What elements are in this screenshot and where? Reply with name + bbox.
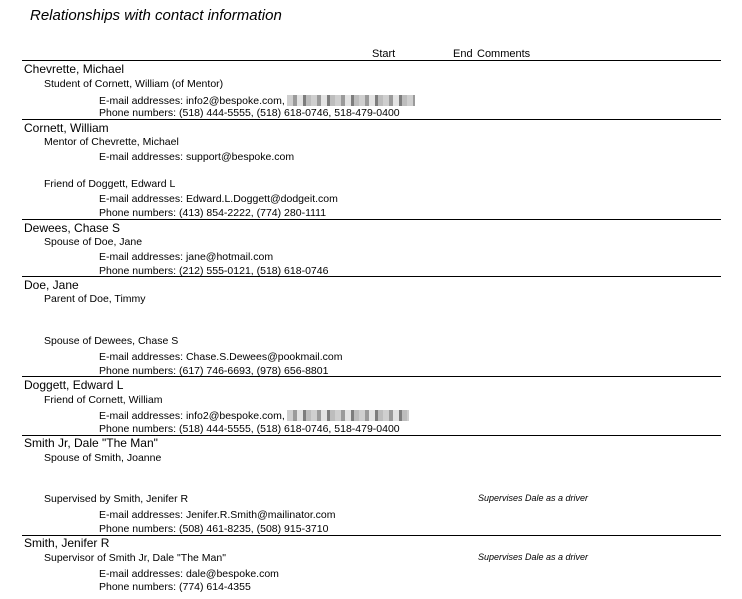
email-row [99,352,343,363]
person-name: Chevrette, Michael [24,62,125,76]
email-label: E-mail addresses: [99,351,184,363]
person-divider [22,376,721,377]
phone-row [99,266,328,277]
phone-label: Phone numbers: [99,423,177,435]
email-label: E-mail addresses: [99,193,184,205]
report-title: Relationships with contact information [30,7,282,24]
relationship-label: Friend of Cornett, William [44,394,163,406]
phone-row [99,208,326,219]
email-row [99,252,273,263]
email-label: E-mail addresses: [99,410,184,422]
phone-value: (413) 854-2222, (774) 280-1111 [178,207,327,219]
person-name: Doe, Jane [24,278,79,292]
phone-label: Phone numbers: [99,265,177,277]
redacted-email-blur [287,410,409,421]
email-label: E-mail addresses: [99,95,184,107]
email-label: E-mail addresses: [99,568,184,580]
phone-value: (617) 746-6693, (978) 656-8801 [178,365,329,377]
phone-row [99,424,400,435]
redacted-email-blur [287,95,415,106]
header-divider [22,60,721,61]
email-value: support@bespoke.com [185,151,295,163]
phone-label: Phone numbers: [99,523,177,535]
phone-label: Phone numbers: [99,365,177,377]
person-name: Doggett, Edward L [24,378,124,392]
person-divider [22,219,721,220]
phone-value: (508) 461-8235, (508) 915-3710 [178,523,329,535]
column-header-comments: Comments [477,48,531,60]
email-label: E-mail addresses: [99,151,184,163]
email-value: Edward.L.Doggett@dodgeit.com [185,193,338,205]
phone-label: Phone numbers: [99,207,177,219]
relationship-label: Spouse of Doe, Jane [44,236,143,248]
phone-label: Phone numbers: [99,581,177,593]
phone-row [99,524,328,535]
email-value: info2@bespoke.com, [185,410,285,422]
column-header-start: Start [372,48,396,60]
person-name: Cornett, William [24,121,109,135]
relationship-label: Supervised by Smith, Jenifer R [44,493,189,505]
phone-label: Phone numbers: [99,107,177,119]
email-row [99,410,409,422]
column-header-end: End [453,48,473,60]
person-divider [22,535,721,536]
email-value: jane@hotmail.com [185,251,274,263]
person-name: Dewees, Chase S [24,221,121,235]
relationship-label: Spouse of Dewees, Chase S [44,335,179,347]
person-divider [22,276,721,277]
relationship-label: Student of Cornett, William (of Mentor) [44,78,224,90]
phone-value: (774) 614-4355 [178,581,251,593]
email-value: Jenifer.R.Smith@mailinator.com [185,509,336,521]
person-name: Smith, Jenifer R [24,536,110,550]
relationship-comment: Supervises Dale as a driver [478,552,589,562]
email-value: info2@bespoke.com, [185,95,285,107]
person-divider [22,119,721,120]
relationship-label: Parent of Doe, Timmy [44,293,146,305]
email-row [99,510,336,521]
phone-value: (212) 555-0121, (518) 618-0746 [178,265,329,277]
phone-value: (518) 444-5555, (518) 618-0746, 518-479-0400 [178,107,400,119]
email-row [99,569,279,580]
person-name: Smith Jr, Dale "The Man" [24,436,158,450]
relationship-comment: Supervises Dale as a driver [478,493,589,503]
email-row [99,194,338,205]
email-label: E-mail addresses: [99,509,184,521]
email-value: dale@bespoke.com [185,568,279,580]
relationship-label: Friend of Doggett, Edward L [44,178,176,190]
phone-row [99,108,400,119]
phone-row [99,582,251,593]
relationship-label: Supervisor of Smith Jr, Dale "The Man" [44,552,226,564]
email-row [99,152,294,163]
phone-value: (518) 444-5555, (518) 618-0746, 518-479-0400 [178,423,400,435]
email-value: Chase.S.Dewees@pookmail.com [185,351,343,363]
email-row [99,95,415,107]
relationship-label: Mentor of Chevrette, Michael [44,136,179,148]
email-label: E-mail addresses: [99,251,184,263]
relationship-label: Spouse of Smith, Joanne [44,452,162,464]
phone-row [99,366,328,377]
